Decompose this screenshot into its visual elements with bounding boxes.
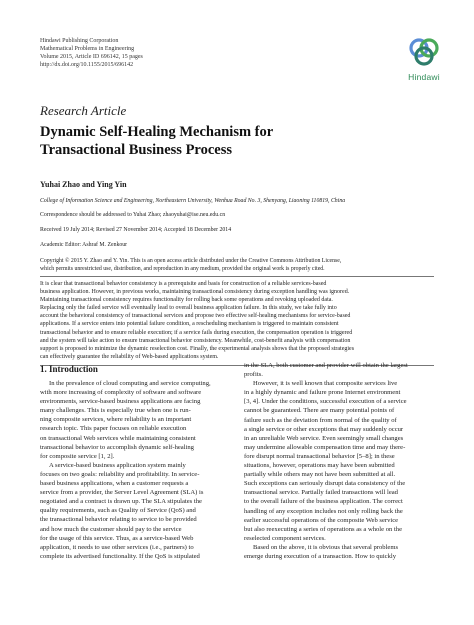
abstract-line: account the behavioral consistency of transactional services and propose two effective self-healing mechanisms for service-based [40,313,351,320]
text-line: in an unreliable Web service. Even seemingly small changes [244,434,404,442]
abstract-line: It is clear that transactional behavior consistency is a prerequisite and basis for construction of a reliable services-based [40,281,327,287]
dates: Received 19 July 2014; Revised 27 November 2014; Accepted 18 December 2014 [40,227,232,233]
text-line: [3, 4]. Under the conditions, successful execution of a service [244,398,407,406]
text-line: Such exceptions can seriously disrupt data consistency of the [244,480,406,488]
text-line: to the overall failure of the business application. The correct [244,498,403,506]
text-line: in the SLA, both customer and provider will obtain the largest [244,362,408,369]
text-line: failure such as the deviation from normal of the quality of [244,416,397,424]
abstract-line: Replacing only the failed service will eventually lead to overall business application failure. In this study, we take fully into [40,305,337,312]
text-line: in a highly dynamic and failure prone Internet environment [244,389,401,397]
title-line-1: Dynamic Self-Healing Mechanism for [40,124,274,140]
text-line: environments, service-based business applications are facing [40,398,201,406]
text-line: Based on the above, it is obvious that several problems [253,543,399,551]
text-line: but also reexecuting a series of operations as a whole on the [244,525,403,533]
journal-line: Mathematical Problems in Engineering [40,46,135,52]
text-line: complete its advertised functionality. If the QoS is stipulated [40,552,200,560]
article-type: Research Article [40,103,127,118]
text-line: In the prevalence of cloud computing and service computing, [49,380,211,387]
abstract-line: transactional behavior and to ensure reliable execution; if a service fails during execution, the compensation operation is triggered [40,329,353,336]
section-title: 1. Introduction [40,364,98,374]
authors: Yuhai Zhao and Ying Yin [40,180,127,189]
text-line: cannot be guaranteed. There are many potential points of [244,407,395,415]
academic-editor: Academic Editor: Ashraf M. Zenkour [40,242,128,248]
top-rule [40,276,434,277]
logo-text: Hindawi [408,72,440,82]
text-line: the transactional behavior relating to service to be provided [40,516,197,524]
text-line: for composite service [1, 2]. [40,452,115,460]
title-line-2: Transactional Business Process [40,142,233,158]
abstract-line: business application. However, in previous works, maintaining transactional consistency during exception handling was ignored. [40,289,350,296]
text-line: negotiated and a contract is drawn up. The SLA stipulates the [40,498,202,506]
doi-link[interactable]: http://dx.doi.org/10.1155/2015/696142 [40,62,134,68]
left-column [40,379,230,561]
text-line: service from a provider, the Server Level Agreement (SLA) is [40,489,204,497]
text-line: reselected component services. [244,534,326,542]
text-line: earlier successful operations of the composite Web service [244,516,399,524]
paragraph [244,379,434,543]
publisher-line: Hindawi Publishing Corporation [40,38,119,44]
text-line: for the usage of this service. Thus, as a service-based Web [40,534,194,542]
paragraph [40,379,230,461]
paragraph [40,461,230,561]
article-title [40,123,273,159]
text-line: and how much the customer should pay to the service [40,525,182,533]
text-line: profits. [244,371,263,379]
text-line: application, it needs to use other services (i.e., partners) to [40,543,194,551]
abstract-line: applications. If a service enters into potential failure condition, a rescheduling mechanism is triggered to maintain consistent [40,321,339,328]
abstract-line: support is proposed to minimize the dynamic reselection cost. Finally, the experimental analysis shows that the proposed strategies [40,345,355,352]
correspondence: Correspondence should be addressed to Yuhai Zhao; zhaoyuhai@ise.neu.edu.cn [40,212,226,218]
text-line: partially while others may not have been submitted at all. [244,471,396,479]
hindawi-logo-icon [407,36,441,66]
affiliation: College of Information Science and Engineering, Northeastern University, Wenhua Road No. 3, Shenyang, Liaoning 110819, China [40,198,346,204]
text-line: transactional behavior to accomplish dynamic self-healing [40,443,194,451]
copyright-line-2: which permits unrestricted use, distribution, and reproduction in any medium, provided the original work is properly cited. [40,266,325,272]
right-column [244,361,434,561]
text-line: A service-based business application system mainly [49,461,186,469]
copyright [40,257,341,273]
text-line: research topic. This paper focuses on reliable execution [40,425,187,433]
text-line: emerge during execution of a transaction. How to quickly [244,552,397,560]
text-line: quality requirements, such as Quality of Service (QoS) and [40,507,196,515]
abstract-line: can effectively guarantee the reliability of Web-based applications system. [40,353,219,360]
text-line: on transactional Web services while maintaining consistent [40,434,196,442]
text-line: focuses on two goals: reliability and profitability. In service- [40,470,200,478]
paragraph [244,361,434,379]
text-line: transactional service. Partially failed transactions will lead [244,489,398,497]
hindawi-logo [404,36,444,82]
text-line: with more increasing of complexity of software and software [40,389,202,397]
text-line: However, it is well known that composite services live [253,380,398,388]
text-line: many challenges. This is especially true when one is run- [40,407,191,415]
abstract-line: and the system will take action to ensure transactional behavior consistency. Meanwhile, cost-benefit analysis with compensation [40,337,351,344]
abstract-line: Maintaining transactional consistency requires functionality for rolling back some operations and revoking uploaded data. [40,297,333,304]
paragraph [244,543,434,561]
volume-line: Volume 2015, Article ID 696142, 15 pages [40,54,143,60]
text-line: fore disrupt normal transactional behavior [5–8]; in these [244,452,395,460]
text-line: ning composite services, where reliability is an important [40,416,192,424]
abstract [40,280,434,361]
text-line: based business applications, when a customer requests a [40,480,189,488]
text-line: situations, however, operations may have been submitted [244,462,395,470]
copyright-line-1: Copyright © 2015 Y. Zhao and Y. Yin. This is an open access article distributed under the Creative Commons Attribution License, [40,258,342,264]
text-line: may undermine allowable compensation time and may there- [244,443,406,451]
text-line: a single service or other exceptions that may suddenly occur [244,425,404,433]
text-line: handling of any exception includes not only rolling back the [244,507,403,515]
